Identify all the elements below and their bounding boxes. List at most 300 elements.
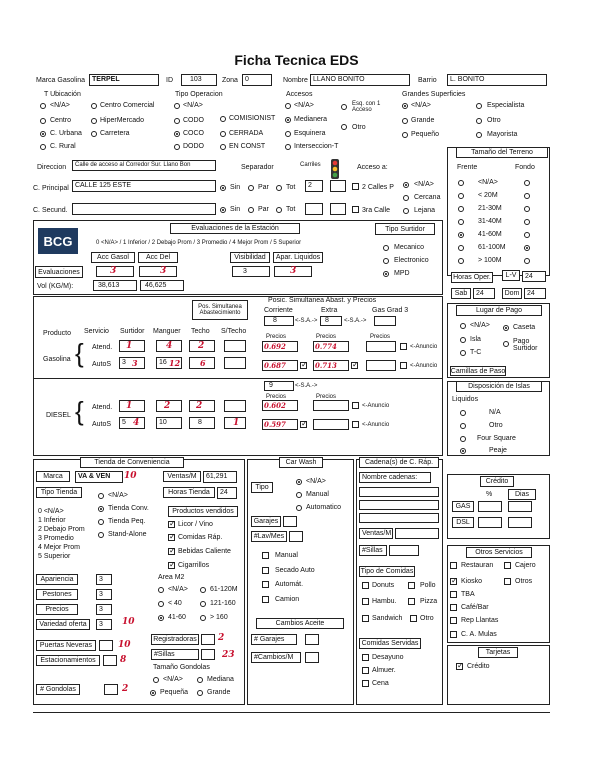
otros-check[interactable] — [450, 562, 457, 569]
sep-tot-radio[interactable] — [276, 185, 282, 191]
tipo-surtidor-label: Tipo Surtidor — [375, 223, 435, 235]
gas-autos-manguer[interactable]: 16 — [156, 357, 182, 369]
corriente-label: Corriente — [264, 307, 293, 314]
surtidor-mpd-radio[interactable] — [383, 271, 389, 277]
hw-gas-autos-p1: 0.687 — [264, 361, 286, 370]
hw-d-atend-techo: 2 — [196, 401, 203, 411]
superficies-opt: <N/A> — [411, 102, 431, 109]
operacion-coco-radio[interactable] — [174, 131, 180, 137]
d-autos-check[interactable] — [300, 421, 307, 428]
ubicacion-cc-radio[interactable] — [91, 103, 97, 109]
nombre-label: Nombre — [283, 77, 308, 84]
direccion-field[interactable]: Calle de acceso al Corredor Sur. Llano Bon — [72, 160, 216, 171]
tamano-opt: Mediana — [207, 676, 234, 683]
fondo-radio[interactable] — [524, 258, 530, 264]
tienda-scale-item: 1 Inferior — [38, 517, 66, 524]
operacion-opt: DODO — [183, 143, 204, 150]
sep2-sin-radio[interactable] — [220, 207, 226, 213]
carriles-field[interactable]: 2 — [305, 180, 323, 192]
cambios-mes-field[interactable] — [305, 652, 319, 663]
cadena-field-2[interactable] — [359, 500, 439, 510]
otros-check[interactable] — [504, 578, 511, 585]
precios-field[interactable]: 3 — [96, 604, 112, 615]
acceso-na-radio[interactable] — [403, 182, 409, 188]
lv-field[interactable]: 24 — [522, 271, 546, 282]
servida-check[interactable] — [362, 680, 369, 687]
estacion-label: Estacionamientos — [36, 655, 100, 666]
prod-opt: Cigarrillos — [178, 562, 210, 569]
barrio-label: Barrio — [418, 77, 437, 84]
tienda-scale-item: 0 <N/A> — [38, 508, 64, 515]
acceso-cercana-radio[interactable] — [403, 195, 409, 201]
gas-atend-stecho[interactable] — [224, 340, 246, 352]
otros-opt: Kiosko — [461, 578, 483, 585]
vol-label: Vol (KG/M): — [37, 283, 74, 290]
tamano-radio[interactable] — [153, 677, 159, 683]
cadena-ventas-field[interactable] — [395, 528, 439, 539]
otros-title: Otros Servicios — [466, 547, 532, 558]
sep2-par-radio[interactable] — [248, 207, 254, 213]
credito-dsl-pct[interactable] — [478, 517, 502, 528]
d-autos-techo[interactable]: 8 — [189, 417, 215, 429]
horas-tienda-field[interactable]: 24 — [217, 487, 237, 499]
ubicacion-hiper-radio[interactable] — [91, 118, 97, 124]
dom-label: Dom — [502, 288, 522, 299]
comida-check[interactable] — [362, 582, 369, 589]
superficies-opt: Mayorista — [487, 131, 518, 138]
gas-autos-surtidor[interactable]: 3 — [119, 357, 145, 369]
gas-anuncio-check[interactable] — [400, 343, 407, 350]
registradoras-field[interactable] — [201, 634, 215, 645]
comida-check[interactable] — [408, 582, 415, 589]
liquidos-label: Liquidos — [452, 396, 479, 403]
superficies-radio[interactable] — [402, 132, 408, 138]
fondo-radio[interactable] — [524, 206, 530, 212]
operacion-radio[interactable] — [220, 116, 226, 122]
comidas-servidas-title: Comidas Servidas — [359, 638, 421, 649]
sep-label: Par — [258, 184, 269, 191]
acc-del-field[interactable] — [139, 266, 177, 277]
garajes-field[interactable] — [283, 516, 297, 527]
frente-radio[interactable] — [458, 193, 464, 199]
lav-mes-label: #Lav/Mes — [251, 531, 287, 542]
otros-opt: C. A. Mulas — [461, 631, 497, 638]
fondo-radio[interactable] — [524, 219, 530, 225]
terreno-frente: Frente — [457, 164, 478, 171]
tienda-marca-label: Marca — [36, 471, 70, 482]
terreno-opt: > 100M — [478, 257, 502, 264]
cw-check[interactable] — [262, 567, 269, 574]
vol-field-2[interactable]: 46,625 — [140, 280, 184, 291]
tienda-tipo-radio[interactable] — [98, 519, 104, 525]
d-atend-stecho[interactable] — [224, 400, 246, 412]
superficies-radio[interactable] — [476, 118, 482, 124]
tienda-tipo-opt: Tienda Conv. — [108, 505, 149, 512]
credito-pct-label: % — [486, 491, 493, 498]
tienda-scale-item: 4 Mejor Prom — [38, 544, 81, 551]
credito-dsl-dias[interactable] — [508, 517, 532, 528]
d-autos-precio-2[interactable] — [313, 419, 349, 430]
marca-field[interactable]: TERPEL — [89, 74, 159, 86]
comida-check[interactable] — [410, 615, 417, 622]
col-techo: Techo — [191, 328, 210, 335]
superficies-title: Grandes Superficies — [402, 91, 466, 98]
otros-check[interactable] — [450, 631, 457, 638]
hw-gas-precio-corr: 0.692 — [264, 342, 286, 351]
col-surtidor: Surtidor — [120, 328, 145, 335]
productos-vendidos-title: Productos vendidos — [168, 506, 238, 517]
terreno-opt: 31-40M — [478, 218, 502, 225]
superficies-opt: Pequeño — [411, 131, 440, 138]
tipo-tienda-label: Tipo Tienda — [36, 487, 82, 498]
tienda-tipo-opt: Stand-Alone — [108, 531, 147, 538]
tienda-tipo-radio[interactable] — [98, 493, 104, 499]
sa-label: <-S.A.-> — [295, 383, 318, 389]
frente-radio[interactable] — [458, 219, 464, 225]
ubicacion-opt: HiperMercado — [100, 117, 144, 124]
area-opt: 41-60 — [168, 614, 186, 621]
hw-gondolas: 2 — [122, 684, 129, 694]
otros-check[interactable] — [450, 617, 457, 624]
islas-opt: N/A — [489, 409, 501, 416]
islas-na-radio[interactable] — [460, 410, 466, 416]
atend-label: Atend. — [92, 344, 113, 351]
dos-calles-check[interactable] — [352, 183, 359, 190]
accesos-opt: Esq. con 1 Acceso — [352, 101, 381, 113]
otros-kiosko-check[interactable] — [450, 578, 457, 585]
ubicacion-urbana-radio[interactable] — [40, 131, 46, 137]
credito-gas-dias[interactable] — [508, 501, 532, 512]
col-stecho: S/Techo — [221, 328, 247, 335]
fondo-radio[interactable] — [524, 245, 530, 251]
puertas-label: Puertas Neveras — [36, 640, 96, 651]
tipo-comidas-title: Tipo de Comidas — [360, 568, 414, 575]
sillas-field[interactable] — [201, 649, 215, 660]
superficies-radio[interactable] — [476, 103, 482, 109]
hw-ev-1: 3 — [110, 266, 117, 276]
area-radio[interactable] — [200, 587, 206, 593]
cadena-field-3[interactable] — [359, 513, 439, 523]
tienda-conv-radio[interactable] — [98, 506, 104, 512]
superficies-opt: Especialista — [487, 102, 525, 109]
cw-check-label: Manual — [275, 552, 298, 559]
diesel-pos-field[interactable]: 9 — [264, 381, 294, 391]
superficies-opt: Grande — [411, 117, 435, 124]
tarjeta-credito-label: Crédito — [467, 663, 490, 670]
area-radio[interactable] — [200, 615, 206, 621]
prod-opt: Comidas Ráp. — [178, 534, 223, 541]
area-radio[interactable] — [200, 601, 206, 607]
accesos-radio[interactable] — [341, 124, 347, 130]
d-autos-manguer[interactable]: 10 — [156, 417, 182, 429]
tienda-scale-item: 5 Superior — [38, 553, 71, 560]
operacion-opt: CODO — [183, 117, 204, 124]
col-servicio: Servicio — [84, 328, 109, 335]
d-autos-anuncio-check[interactable] — [352, 421, 359, 428]
islas-otro-radio[interactable] — [460, 423, 466, 429]
n-garajes-label: # Garajes — [251, 634, 297, 645]
operacion-title: Tipo Operacion — [175, 91, 223, 98]
separador-label: Separador — [241, 164, 274, 171]
carriles2-field[interactable] — [305, 203, 323, 215]
cw-check[interactable] — [262, 552, 269, 559]
ubicacion-rural-radio[interactable] — [40, 144, 46, 150]
gondolas-field[interactable] — [104, 684, 118, 695]
surtidor-opt: Mecanico — [394, 244, 424, 251]
terreno-opt: 21-30M — [478, 205, 502, 212]
operacion-radio[interactable] — [174, 118, 180, 124]
secund-field[interactable] — [72, 203, 216, 215]
fondo-radio[interactable] — [524, 193, 530, 199]
gas-autos-check-1[interactable] — [300, 362, 307, 369]
d-autos-surtidor[interactable]: 5 — [119, 417, 145, 429]
area-title: Area M2 — [158, 574, 185, 581]
prod-cigarrillos-check[interactable] — [168, 562, 175, 569]
n-garajes-field[interactable] — [305, 634, 319, 645]
posic-title: Posic. Simultanea Abast. y Precios — [268, 297, 377, 304]
accesos-radio[interactable] — [341, 104, 347, 110]
accesos-opt: Otro — [352, 124, 366, 131]
accesos-radio[interactable] — [285, 144, 291, 150]
hw-puertas: 10 — [118, 640, 131, 650]
carwash-auto-radio[interactable] — [296, 505, 302, 511]
acc-del-label: Acc Del — [138, 252, 178, 263]
principal-label: C. Principal — [33, 185, 69, 192]
pago-caseta-radio[interactable] — [503, 325, 509, 331]
pago-isla-radio[interactable] — [460, 337, 466, 343]
comida-opt: Sandwich — [372, 615, 403, 622]
area-opt: 61-120M — [210, 586, 238, 593]
gasgrad-pos-field[interactable] — [374, 316, 396, 326]
id-field[interactable]: 103 — [181, 74, 217, 86]
ubicacion-opt: Centro Comercial — [100, 102, 155, 109]
terreno-title: Tamaño del Terreno — [456, 147, 548, 158]
cadena-field-1[interactable] — [359, 487, 439, 497]
corriente-pos-field[interactable]: 8 — [264, 316, 294, 326]
col-producto: Producto — [43, 330, 72, 337]
gas-autos-anuncio-check[interactable] — [400, 362, 407, 369]
carriles-field-2[interactable] — [330, 180, 346, 192]
prod-comidas-check[interactable] — [168, 534, 175, 541]
frente-radio[interactable] — [458, 206, 464, 212]
ubicacion-centro-radio[interactable] — [40, 118, 46, 124]
ubicacion-opt: Carretera — [100, 130, 130, 137]
frente-radio[interactable] — [458, 180, 464, 186]
gasolina-label: Gasolina — [43, 356, 71, 363]
apariencia-label: Apariencia — [36, 574, 78, 585]
tarjeta-credito-check[interactable] — [456, 663, 463, 670]
credito-gas-pct[interactable] — [478, 501, 502, 512]
estacion-field[interactable] — [103, 655, 117, 666]
sep-label: Tot — [286, 206, 296, 213]
carwash-manual-radio[interactable] — [296, 492, 302, 498]
sab-field[interactable]: 24 — [473, 288, 495, 299]
comida-opt: Hambu. — [372, 598, 397, 605]
frente-radio[interactable] — [458, 232, 464, 238]
d-anuncio-check[interactable] — [352, 402, 359, 409]
tamano-pequena-radio[interactable] — [150, 690, 156, 696]
ubicacion-carretera-radio[interactable] — [91, 131, 97, 137]
superficies-radio[interactable] — [476, 132, 482, 138]
carwash-na-radio[interactable] — [296, 479, 302, 485]
pago-opt: Isla — [470, 336, 481, 343]
accesos-radio[interactable] — [285, 103, 291, 109]
gas-autos-precio-grad[interactable] — [366, 360, 396, 371]
camillas-label: Camillas de Paso — [450, 367, 506, 375]
gas-autos-stecho[interactable] — [224, 357, 246, 369]
terreno-fondo: Fondo — [515, 164, 535, 171]
islas-four-radio[interactable] — [460, 436, 466, 442]
apar-liquidos-label: Apar. Liquidos — [273, 252, 323, 263]
fondo-radio[interactable] — [524, 180, 530, 186]
cadena-title: Cadena(s) de C. Ráp. — [359, 457, 439, 468]
tienda-tipo-radio[interactable] — [98, 532, 104, 538]
bcg-logo — [38, 228, 78, 254]
sep-label: Sin — [230, 184, 241, 191]
superficies-radio[interactable] — [402, 118, 408, 124]
hw-ev-2: 3 — [160, 266, 167, 276]
acceso-opt: <N/A> — [414, 181, 434, 188]
cw-check[interactable] — [262, 596, 269, 603]
pago-tc-radio[interactable] — [460, 350, 466, 356]
comida-opt: Pollo — [420, 582, 436, 589]
hw-gas-atend-surt: 1 — [126, 341, 133, 351]
tercera-calle-check[interactable] — [352, 206, 359, 213]
lav-mes-field[interactable] — [289, 531, 303, 542]
surtidor-mecanico-radio[interactable] — [383, 245, 389, 251]
carwash-opt: <N/A> — [306, 478, 326, 485]
operacion-radio[interactable] — [174, 103, 180, 109]
otros-check[interactable] — [450, 591, 457, 598]
apariencia-field[interactable]: 3 — [96, 574, 112, 585]
area-opt: < 40 — [168, 600, 182, 607]
operacion-radio[interactable] — [174, 144, 180, 150]
barrio-field[interactable]: L. BONITO — [447, 74, 547, 86]
carriles2-field-2[interactable] — [330, 203, 346, 215]
frente-radio[interactable] — [458, 258, 464, 264]
servida-opt: Desayuno — [372, 654, 404, 661]
ubicacion-na-radio[interactable] — [40, 103, 46, 109]
area-radio[interactable] — [158, 587, 164, 593]
sillas-label: #Sillas — [151, 649, 199, 660]
evaluaciones-label: Evaluaciones — [35, 266, 83, 278]
otros-check[interactable] — [504, 562, 511, 569]
tamano-title: Tamaño Gondolas — [153, 664, 210, 671]
tienda-tipo-opt: <N/A> — [108, 492, 128, 499]
principal-field[interactable]: CALLE 125 ESTE — [72, 180, 216, 192]
servida-check[interactable] — [362, 667, 369, 674]
precios-label: Precios — [266, 394, 287, 400]
horas-tienda-label: Horas Tienda — [163, 487, 215, 498]
gas-precio-grad[interactable] — [366, 341, 396, 352]
carriles-label: Carriles — [300, 162, 321, 168]
sep2-tot-radio[interactable] — [276, 207, 282, 213]
marca-label: Marca Gasolina — [36, 77, 86, 84]
acceso-opt: Cercana — [414, 194, 441, 201]
surtidor-electronico-radio[interactable] — [383, 258, 389, 264]
hw-sillas: 23 — [222, 650, 235, 660]
area-41-60-radio[interactable] — [158, 615, 164, 621]
operacion-opt: <N/A> — [183, 102, 203, 109]
superficies-na-radio[interactable] — [402, 103, 408, 109]
puertas-field[interactable] — [99, 640, 113, 651]
carwash-title: Car Wash — [279, 457, 323, 468]
otros-check[interactable] — [450, 604, 457, 611]
comida-check[interactable] — [362, 615, 369, 622]
gas-autos-check-2[interactable] — [351, 362, 358, 369]
otros-opt: Otros — [515, 578, 533, 585]
prod-bebidas-check[interactable] — [168, 548, 175, 555]
islas-opt: Otro — [489, 422, 503, 429]
garajes-label: Garajes — [251, 516, 281, 527]
sep-sin-radio[interactable] — [220, 185, 226, 191]
acceso-lejana-radio[interactable] — [403, 208, 409, 214]
islas-peaje-radio[interactable] — [460, 448, 466, 454]
otros-opt: Restauran — [461, 562, 494, 569]
ventas-field[interactable]: 61,291 — [203, 471, 237, 483]
d-precio-2[interactable] — [313, 400, 349, 411]
tamano-radio[interactable] — [197, 677, 203, 683]
cadena-sillas-label: #Sillas — [359, 545, 387, 556]
variedad-field[interactable]: 3 — [96, 619, 112, 630]
fondo-radio[interactable] — [524, 232, 530, 238]
pesones-field[interactable]: 3 — [96, 589, 112, 600]
vol-field-1[interactable]: 38,613 — [93, 280, 137, 291]
nombre-cadenas-label: Nombre cadenas: — [359, 472, 431, 483]
servida-check[interactable] — [362, 654, 369, 661]
otros-opt: TBA — [461, 591, 475, 598]
lv-label: L-V — [502, 270, 520, 281]
tamano-opt: Pequeña — [160, 689, 189, 696]
operacion-opt: CERRADA — [229, 130, 264, 137]
tienda-marca-field[interactable]: VA & VEN — [75, 471, 123, 483]
comida-check[interactable] — [362, 598, 369, 605]
terreno-opt: 41-60M — [478, 231, 502, 238]
otros-opt: Café/Bar — [461, 604, 489, 611]
cw-check-label: Secado Auto — [275, 567, 315, 574]
zona-field[interactable]: 0 — [242, 74, 272, 86]
operacion-radio[interactable] — [220, 131, 226, 137]
visibilidad-field[interactable]: 3 — [232, 266, 270, 277]
cw-check[interactable] — [262, 581, 269, 588]
accesos-radio[interactable] — [285, 131, 291, 137]
accesos-medianera-radio[interactable] — [285, 117, 291, 123]
tamano-opt: <N/A> — [163, 676, 183, 683]
pago-surtidor-radio[interactable] — [503, 341, 509, 347]
hw-d-precio: 0.602 — [264, 401, 286, 410]
cadena-sillas-field[interactable] — [389, 545, 419, 556]
operacion-radio[interactable] — [220, 144, 226, 150]
comida-check[interactable] — [408, 598, 415, 605]
autos-label: AutoS — [92, 361, 112, 368]
cambios-mes-label: #Cambios/M — [251, 652, 301, 663]
dom-field[interactable]: 24 — [524, 288, 546, 299]
prod-licor-check[interactable] — [168, 521, 175, 528]
tamano-radio[interactable] — [197, 690, 203, 696]
extra-pos-field[interactable]: 8 — [320, 316, 342, 326]
sep-par-radio[interactable] — [248, 185, 254, 191]
operacion-opt: COCO — [183, 130, 204, 137]
nombre-field[interactable]: LLANO BONITO — [310, 74, 410, 86]
pago-na-radio[interactable] — [460, 323, 466, 329]
frente-radio[interactable] — [458, 245, 464, 251]
anuncio-label: <-Anuncio — [410, 344, 438, 350]
ubicacion-title: T Ubicación — [44, 91, 81, 98]
anuncio-label: <-Anuncio — [362, 422, 390, 428]
area-radio[interactable] — [158, 601, 164, 607]
islas-opt: Peaje — [489, 447, 507, 454]
gasgrad-label: Gas Grad 3 — [372, 307, 409, 314]
